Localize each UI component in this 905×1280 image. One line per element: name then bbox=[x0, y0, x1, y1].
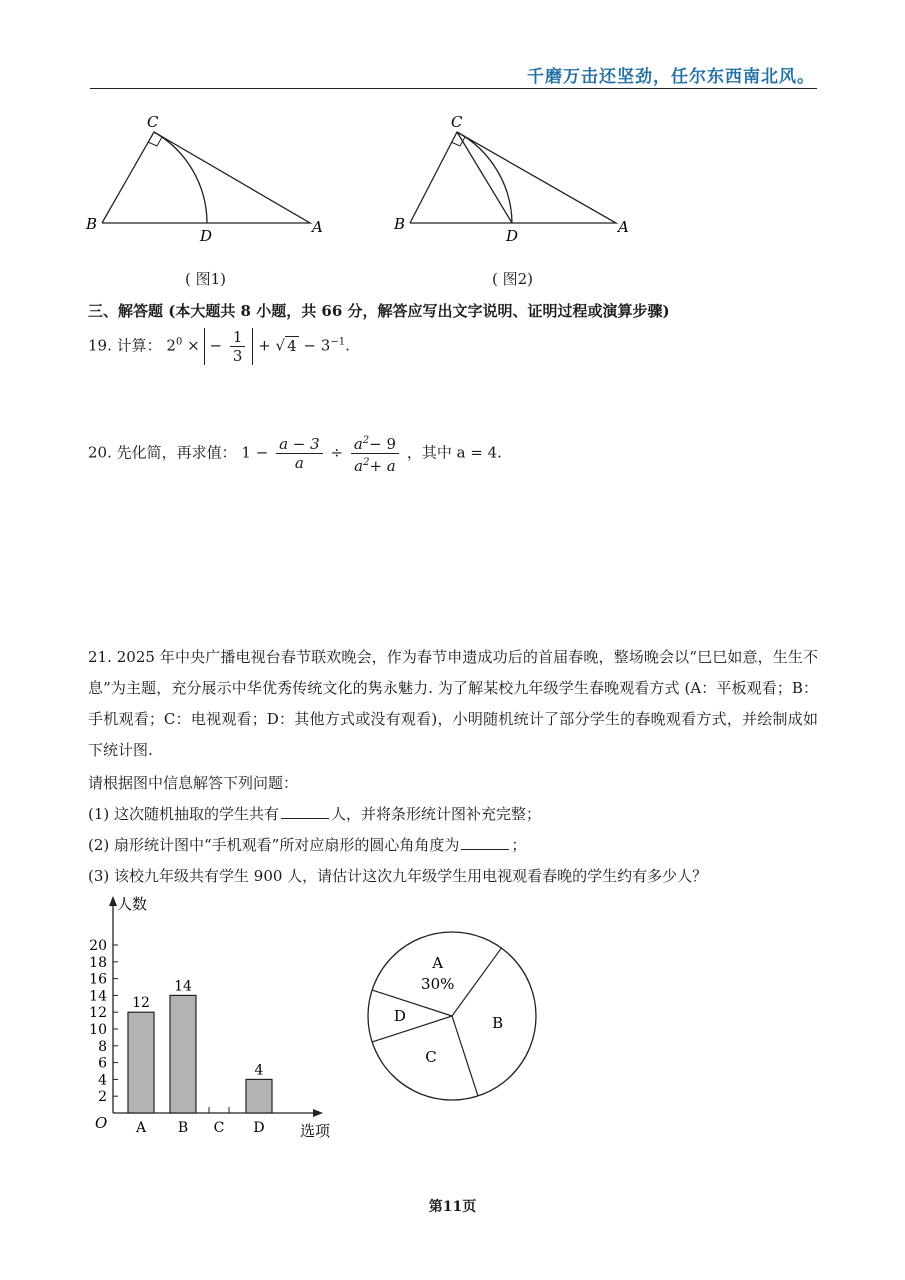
bar-x-tick-label-b: B bbox=[177, 1120, 189, 1136]
question-21 bbox=[88, 642, 818, 766]
q20-f2-den: $a^2+ a$ bbox=[354, 457, 396, 475]
q19-prefix: 19. 计算： bbox=[88, 336, 162, 355]
q20-prefix: 20. 先化简，再求值： bbox=[88, 443, 237, 462]
pie-label-a: A bbox=[432, 954, 444, 973]
bar-y-tick-label: 2 bbox=[98, 1089, 107, 1106]
bar-y-tick-label: 12 bbox=[89, 1005, 107, 1022]
page-number: 第11页 bbox=[428, 1199, 477, 1215]
bar-a bbox=[128, 1012, 154, 1113]
fig2-label-c: C bbox=[451, 113, 463, 131]
q20-fraction-1 bbox=[276, 435, 323, 472]
bar-y-tick-label: 14 bbox=[89, 988, 107, 1005]
fig2-label-b: B bbox=[394, 215, 406, 233]
bar-y-tick-label: 16 bbox=[89, 971, 107, 988]
fig2-segment-cd bbox=[457, 132, 512, 223]
fig2-label-d: D bbox=[506, 227, 519, 245]
q19-neg: − bbox=[209, 336, 223, 355]
bar-x-tick-label-a: A bbox=[135, 1120, 147, 1136]
q19-minus: − bbox=[303, 336, 316, 355]
q19-frac-den: 3 bbox=[232, 347, 243, 365]
q19-exponent-zero: 0 bbox=[175, 336, 183, 348]
pie-chart bbox=[360, 925, 550, 1105]
q21-sub3: (3) 该校九年级共有学生 900 人，请估计这次九年级学生用电视观看春晚的学生约有多少人？ bbox=[88, 867, 708, 885]
pie-label-c: C bbox=[425, 1048, 437, 1067]
pie-divider-d bbox=[372, 1016, 452, 1042]
bar-y-arrow bbox=[109, 896, 117, 906]
fig1-label-c: C bbox=[147, 113, 159, 131]
figure-1 bbox=[80, 110, 340, 250]
bar-data-label-b: 14 bbox=[174, 978, 192, 995]
bar-origin-label: O bbox=[95, 1114, 108, 1132]
bar-y-tick-label: 4 bbox=[98, 1072, 107, 1089]
q19-absolute-value bbox=[204, 328, 253, 365]
bar-data-label-d: 4 bbox=[254, 1062, 264, 1079]
question-20 bbox=[88, 432, 502, 475]
bar-data-label-a: 12 bbox=[132, 995, 150, 1012]
fig1-label-b: B bbox=[86, 215, 98, 233]
q21-sub2-blank bbox=[461, 835, 509, 850]
q19-base: 2 bbox=[166, 336, 176, 355]
q19-three: 3 bbox=[320, 336, 331, 355]
fig1-caption: ( 图1) bbox=[185, 270, 227, 288]
bar-y-tick-label: 20 bbox=[89, 938, 107, 954]
bar-y-tick-label: 10 bbox=[89, 1022, 107, 1038]
fig1-label-a: A bbox=[312, 218, 323, 236]
q21-sub2: (2) 扇形统计图中“手机观看”所对应扇形的圆心角角度为 ； bbox=[88, 836, 527, 854]
bar-x-arrow bbox=[313, 1109, 323, 1117]
pie-divider-c bbox=[452, 1016, 478, 1096]
q21-sub1-blank bbox=[281, 804, 329, 819]
q20-one: 1 − bbox=[241, 443, 269, 462]
q19-exponent-neg1: −1 bbox=[330, 336, 346, 348]
q20-f2-num: $a^2- 9$ bbox=[351, 432, 399, 454]
bar-chart bbox=[85, 893, 345, 1148]
fig2-triangle bbox=[410, 132, 616, 223]
q21-paragraph: 21. 2025 年中央广播电视台春节联欢晚会，作为春节申遗成功后的首届春晚，整场晚会以“巳巳如意，生生不息”为主题，充分展示中华优秀传统文化的隽永魅力. 为了解某校九年级学生春晚观看方式 (A：平板观看；B：手机观看；C：电视观看；D：其他方式或没有观看)，小明随机统计了部分学生的春晚观看方式，并绘制成如下统计图. bbox=[88, 648, 818, 759]
pie-percent-a: 30% bbox=[421, 975, 455, 994]
q19-sqrt-arg: 4 bbox=[287, 336, 297, 355]
bar-y-tick-label: 6 bbox=[98, 1055, 107, 1072]
pie-divider-b bbox=[452, 948, 501, 1016]
figure-2 bbox=[388, 110, 648, 250]
bar-x-tick-label-d: D bbox=[253, 1120, 265, 1136]
q19-frac-num: 1 bbox=[230, 328, 246, 347]
fig1-arc bbox=[154, 132, 207, 223]
q20-fraction-2 bbox=[351, 432, 399, 475]
question-19: 19. 计算： $2^0$ × − $\frac{1}{3}$ + √ $4 - 3^{-1}$. bbox=[88, 328, 350, 365]
bar-x-label: 选项 bbox=[300, 1122, 331, 1140]
fig2-caption: ( 图2) bbox=[492, 270, 534, 288]
q20-f1-num: a − 3 bbox=[276, 435, 323, 454]
bar-y-label: 人数 bbox=[117, 895, 148, 913]
pie-divider-a bbox=[372, 990, 452, 1016]
q21-intro: 请根据图中信息解答下列问题： bbox=[88, 774, 299, 792]
section-heading: 三、解答题 (本大题共 8 小题，共 66 分，解答应写出文字说明、证明过程或演算步骤) bbox=[88, 302, 670, 320]
header-motto: 千磨万击还坚劲，任尔东西南北风。 bbox=[527, 67, 815, 87]
fig2-label-a: A bbox=[618, 218, 629, 236]
fig1-label-d: D bbox=[200, 227, 213, 245]
q19-plus: + bbox=[258, 336, 271, 355]
header-divider bbox=[90, 88, 817, 89]
bar-y-tick-label: 8 bbox=[98, 1038, 107, 1055]
bar-b bbox=[170, 995, 196, 1113]
q20-f1-den: a bbox=[294, 454, 304, 472]
q19-times: × bbox=[187, 336, 200, 355]
q19-fraction bbox=[230, 328, 246, 365]
pie-label-d: D bbox=[393, 1007, 406, 1025]
bar-x-tick-label-c: C bbox=[213, 1120, 225, 1136]
q20-div: ÷ bbox=[330, 443, 344, 462]
bar-d bbox=[246, 1079, 272, 1113]
q20-suffix: ，其中 a = 4. bbox=[406, 443, 502, 462]
q21-sub1: (1) 这次随机抽取的学生共有 人，并将条形统计图补充完整； bbox=[88, 805, 542, 823]
bar-y-tick-label: 18 bbox=[89, 954, 107, 971]
pie-label-b: B bbox=[492, 1014, 504, 1033]
